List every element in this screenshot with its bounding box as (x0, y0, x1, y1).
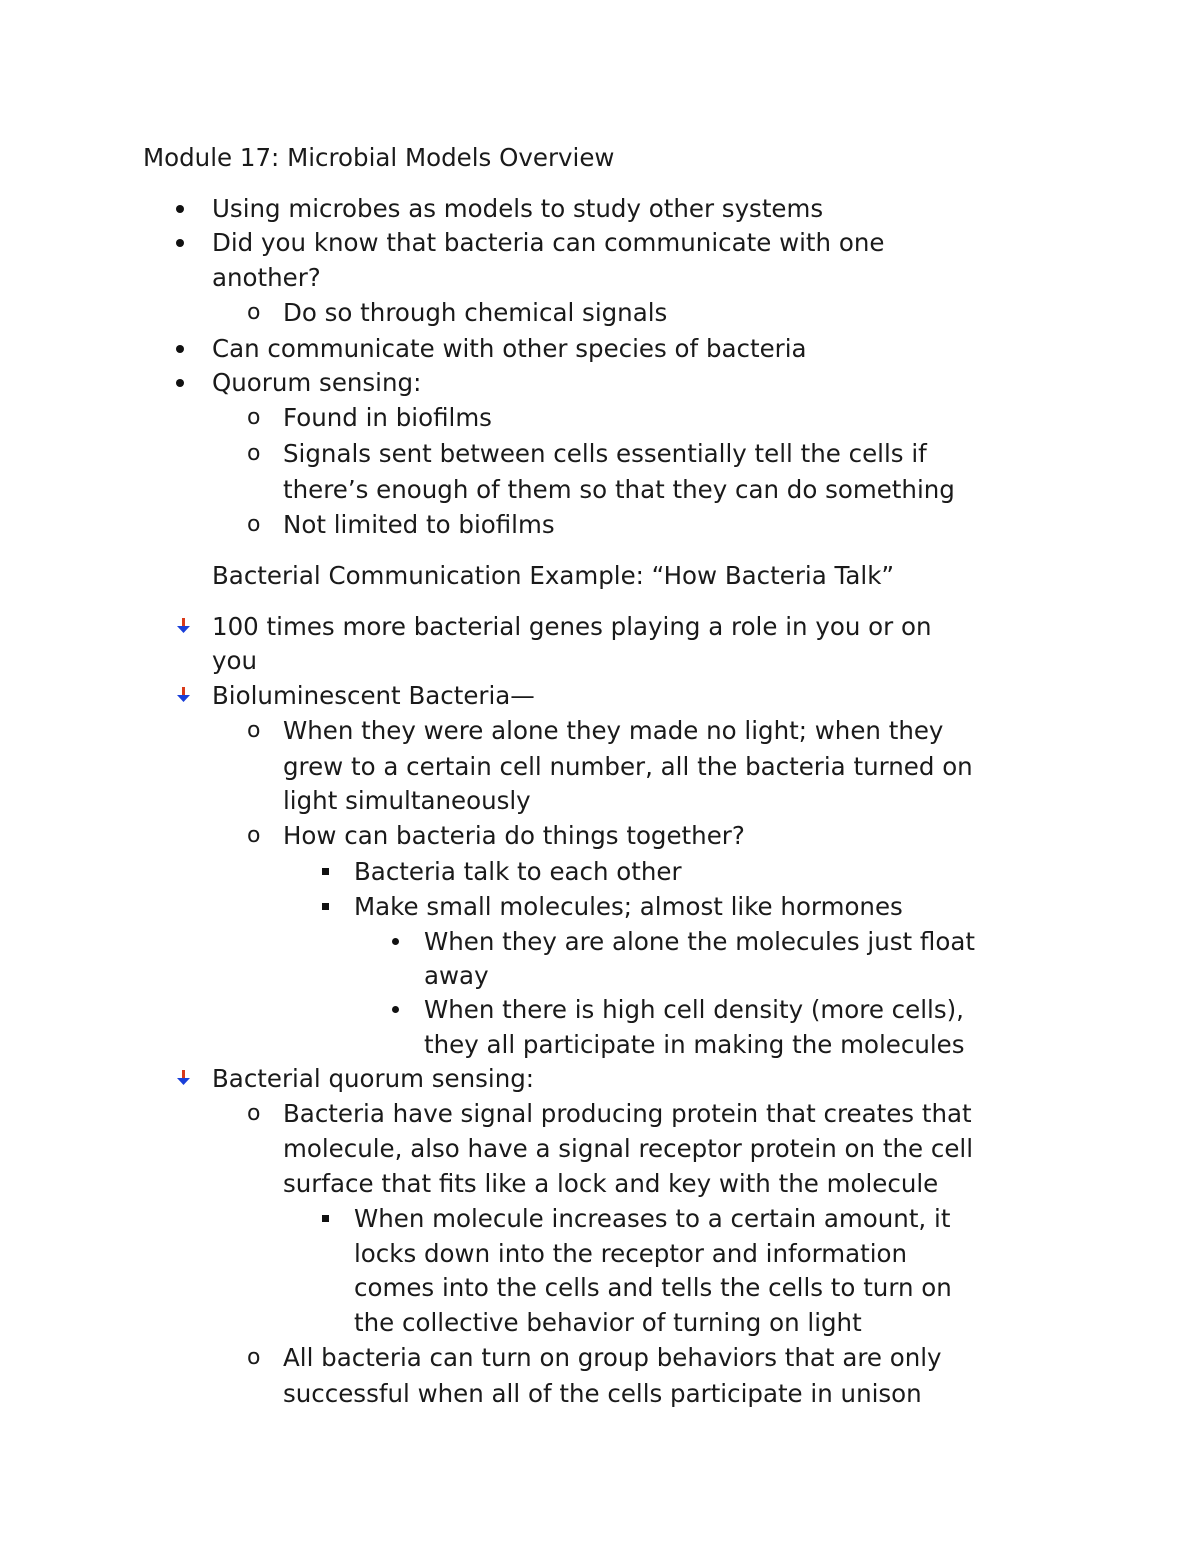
arrow-bullet-icon (176, 678, 196, 713)
list-item: Did you know that bacteria can communicate with one (212, 228, 885, 257)
sub-sub-list-item-continuation: the collective behavior of turning on light (354, 1308, 862, 1337)
bullet-icon (172, 225, 192, 260)
sub-list-item: Found in biofilms (283, 403, 492, 432)
sub-list-item-continuation: light simultaneously (283, 786, 531, 815)
list-item: 100 times more bacterial genes playing a role in you or on (212, 612, 932, 641)
list-item: Bacterial quorum sensing: (212, 1064, 535, 1093)
hollow-bullet-icon: o (247, 1345, 261, 1370)
sub-list-item: Do so through chemical signals (283, 298, 668, 327)
level4-list-item-continuation: they all participate in making the molecules (424, 1030, 965, 1059)
hollow-bullet-icon: o (247, 718, 261, 743)
hollow-bullet-icon: o (247, 405, 261, 430)
list-item-continuation: you (212, 646, 258, 675)
square-bullet-icon (320, 854, 340, 889)
arrow-bullet-icon (176, 1061, 196, 1096)
section-subheading: Bacterial Communication Example: “How Bacteria Talk” (212, 561, 895, 590)
level4-list-item: When they are alone the molecules just float (424, 927, 975, 956)
hollow-bullet-icon: o (247, 300, 261, 325)
hollow-bullet-icon: o (247, 512, 261, 537)
list-item: Can communicate with other species of bacteria (212, 334, 807, 363)
document-title: Module 17: Microbial Models Overview (143, 143, 615, 172)
list-item: Quorum sensing: (212, 368, 422, 397)
hollow-bullet-icon: o (247, 441, 261, 466)
sub-list-item-continuation: grew to a certain cell number, all the bacteria turned on (283, 752, 973, 781)
list-item: Using microbes as models to study other systems (212, 194, 824, 223)
sub-list-item: Signals sent between cells essentially tell the cells if (283, 439, 927, 468)
level4-list-item: When there is high cell density (more cells), (424, 995, 964, 1024)
sub-sub-list-item: Make small molecules; almost like hormones (354, 892, 903, 921)
bullet-icon (389, 924, 409, 959)
arrow-bullet-icon (176, 609, 196, 644)
hollow-bullet-icon: o (247, 1101, 261, 1126)
sub-sub-list-item-continuation: locks down into the receptor and information (354, 1239, 908, 1268)
bullet-icon (172, 191, 192, 226)
sub-list-item-continuation: molecule, also have a signal receptor protein on the cell (283, 1134, 974, 1163)
bullet-icon (172, 331, 192, 366)
level4-list-item-continuation: away (424, 961, 489, 990)
hollow-bullet-icon: o (247, 823, 261, 848)
list-item-continuation: another? (212, 263, 321, 292)
sub-sub-list-item-continuation: comes into the cells and tells the cells to turn on (354, 1273, 952, 1302)
sub-list-item: When they were alone they made no light; when they (283, 716, 944, 745)
sub-list-item-continuation: successful when all of the cells participate in unison (283, 1379, 922, 1408)
bullet-icon (389, 992, 409, 1027)
sub-list-item-continuation: surface that fits like a lock and key with the molecule (283, 1169, 939, 1198)
sub-list-item: Not limited to biofilms (283, 510, 555, 539)
sub-sub-list-item: Bacteria talk to each other (354, 857, 682, 886)
sub-sub-list-item: When molecule increases to a certain amount, it (354, 1204, 951, 1233)
list-item: Bioluminescent Bacteria— (212, 681, 535, 710)
square-bullet-icon (320, 1201, 340, 1236)
sub-list-item: Bacteria have signal producing protein that creates that (283, 1099, 972, 1128)
bullet-icon (172, 365, 192, 400)
sub-list-item: All bacteria can turn on group behaviors that are only (283, 1343, 942, 1372)
sub-list-item: How can bacteria do things together? (283, 821, 745, 850)
sub-list-item-continuation: there’s enough of them so that they can do something (283, 475, 955, 504)
square-bullet-icon (320, 889, 340, 924)
